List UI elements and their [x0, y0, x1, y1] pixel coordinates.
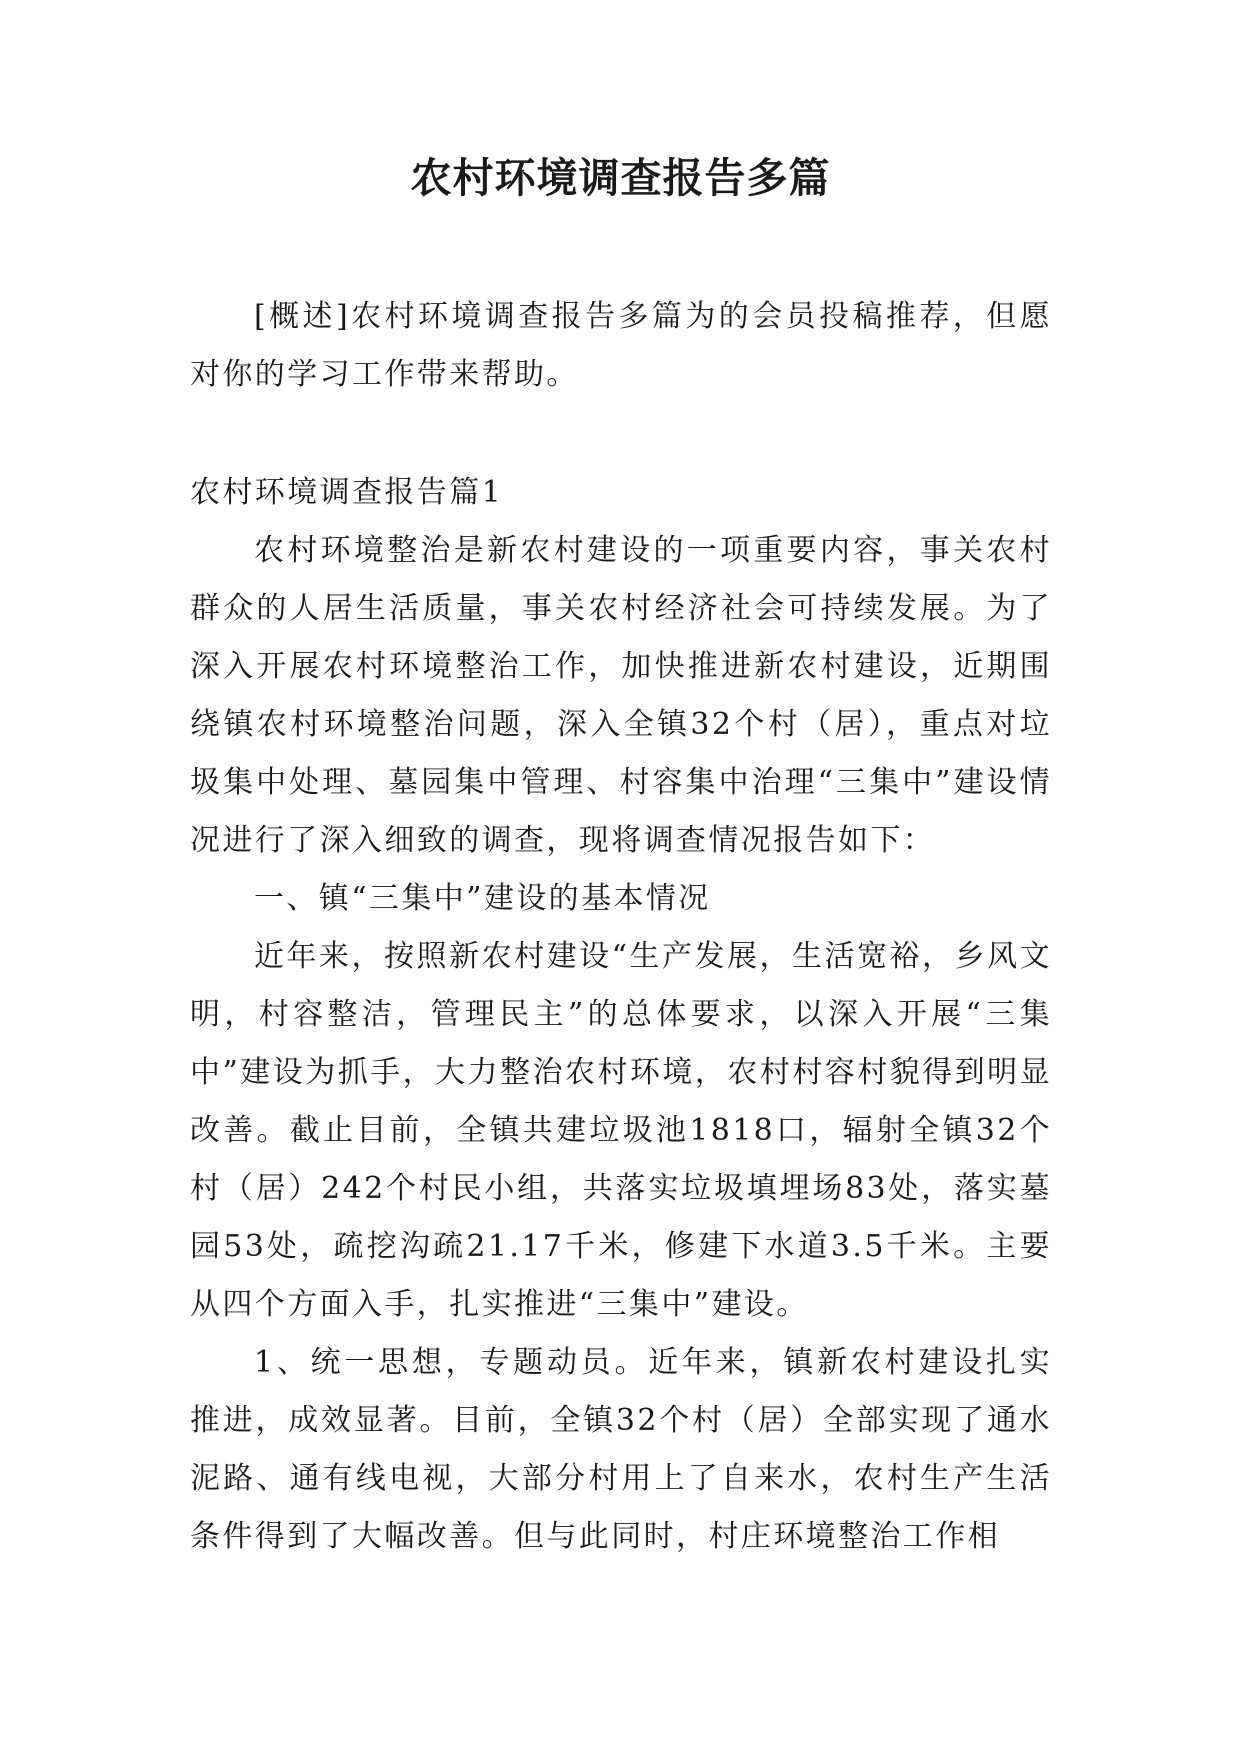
summary-block: [190, 288, 1052, 404]
section-title: 农村环境调查报告篇1: [190, 475, 504, 510]
main-content: [190, 464, 1052, 1566]
paragraph-intro: 农村环境整治是新农村建设的一项重要内容，事关农村群众的人居生活质量，事关农村经济社会可持续发展。为了深入开展农村环境整治工作，加快推进新农村建设，近期围绕镇农村环境整治问题，深入全镇32个村（居），重点对垃圾集中处理、墓园集中管理、村容集中治理“三集中”建设情况进行了深入细致的调查，现将调查情况报告如下：: [190, 533, 1052, 858]
paragraph-basic-situation: 近年来，按照新农村建设“生产发展，生活宽裕，乡风文明，村容整洁，管理民主”的总体要求，以深入开展“三集中”建设为抓手，大力整治农村环境，农村村容村貌得到明显改善。截止目前，全镇共建垃圾池1818口，辐射全镇32个村（居）242个村民小组，共落实垃圾填埋场83处，落实墓园53处，疏挖沟疏21.17千米，修建下水道3.5千米。主要从四个方面入手，扎实推进“三集中”建设。: [190, 939, 1052, 1322]
paragraph-heading-one: 一、镇“三集中”建设的基本情况: [254, 881, 711, 916]
paragraph-point-one: 1、统一思想，专题动员。近年来，镇新农村建设扎实推进，成效显著。目前，全镇32个村（居）全部实现了通水泥路、通有线电视，大部分村用上了自来水，农村生产生活条件得到了大幅改善。但与此同时，村庄环境整治工作相: [190, 1345, 1052, 1554]
summary-paragraph: [概述]农村环境调查报告多篇为的会员投稿推荐，但愿对你的学习工作带来帮助。: [190, 299, 1052, 392]
document-title: 农村环境调查报告多篇: [410, 154, 831, 202]
